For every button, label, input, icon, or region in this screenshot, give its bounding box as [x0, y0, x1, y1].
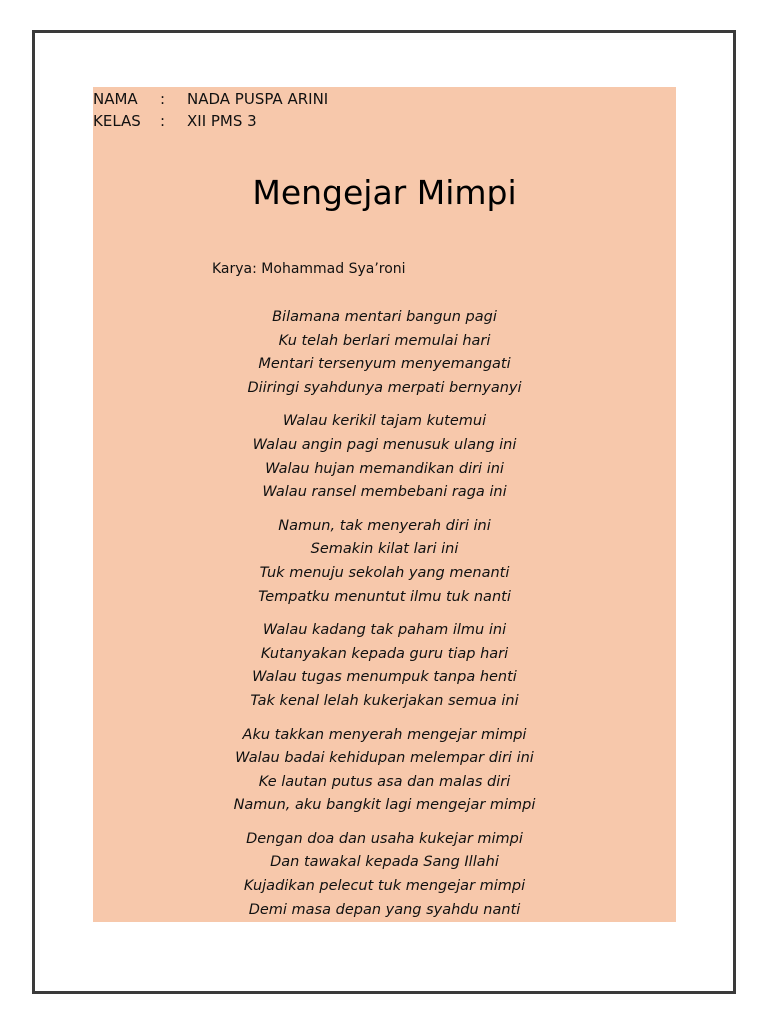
poem-line: Dan tawakal kepada Sang Illahi	[270, 854, 499, 871]
poem-line: Demi masa depan yang syahdu nanti	[248, 901, 521, 918]
poem-line: Semakin kilat lari ini	[310, 541, 459, 558]
poem-line: Tempatku menuntut ilmu tuk nanti	[258, 588, 511, 605]
name-separator: :	[160, 90, 166, 108]
class-value: XII PMS 3	[187, 112, 257, 130]
stanza-3	[93, 515, 676, 609]
poem-line: Namun, aku bangkit lagi mengejar mimpi	[233, 797, 536, 814]
stanza-4	[93, 619, 676, 713]
poem-author: Karya: Mohammad Sya’roni	[212, 261, 406, 277]
poem-line: Namun, tak menyerah diri ini	[278, 517, 491, 534]
stanza-1	[93, 306, 676, 400]
class-separator: :	[160, 112, 166, 130]
name-value: NADA PUSPA ARINI	[187, 90, 329, 108]
poem-line: Mentari tersenyum menyemangati	[258, 356, 511, 373]
class-label: KELAS	[93, 112, 141, 130]
stanza-2	[93, 410, 676, 504]
poem-line: Ku telah berlari memulai hari	[278, 332, 491, 349]
poem-line: Tuk menuju sekolah yang menanti	[259, 564, 510, 581]
poem-line: Aku takkan menyerah mengejar mimpi	[242, 726, 527, 743]
poem-line: Bilamana mentari bangun pagi	[272, 309, 497, 325]
poem-line: Kujadikan pelecut tuk mengejar mimpi	[243, 878, 526, 895]
stanza-5	[93, 724, 676, 818]
poem-line: Ke lautan putus asa dan malas diri	[258, 773, 511, 790]
poem-line: Walau hujan memandikan diri ini	[265, 460, 504, 477]
stanza-6	[93, 828, 676, 922]
name-label: NAMA	[93, 90, 138, 108]
poem-title: Mengejar Mimpi	[252, 173, 517, 212]
poem-line: Tak kenal lelah kukerjakan semua ini	[250, 692, 519, 709]
poem-line: Dengan doa dan usaha kukejar mimpi	[246, 830, 523, 847]
poem-line: Walau badai kehidupan melempar diri ini	[235, 750, 534, 767]
poem-line: Walau kerikil tajam kutemui	[282, 413, 487, 430]
poem-body	[93, 306, 676, 932]
poem-line: Walau kadang tak paham ilmu ini	[262, 622, 507, 639]
poem-line: Walau angin pagi menusuk ulang ini	[252, 436, 517, 453]
poem-line: Diiringi syahdunya merpati bernyanyi	[247, 379, 522, 396]
poem-line: Walau tugas menumpuk tanpa henti	[252, 669, 517, 686]
poem-line: Kutanyakan kepada guru tiap hari	[260, 645, 509, 662]
poem-line: Walau ransel membebani raga ini	[262, 484, 507, 501]
